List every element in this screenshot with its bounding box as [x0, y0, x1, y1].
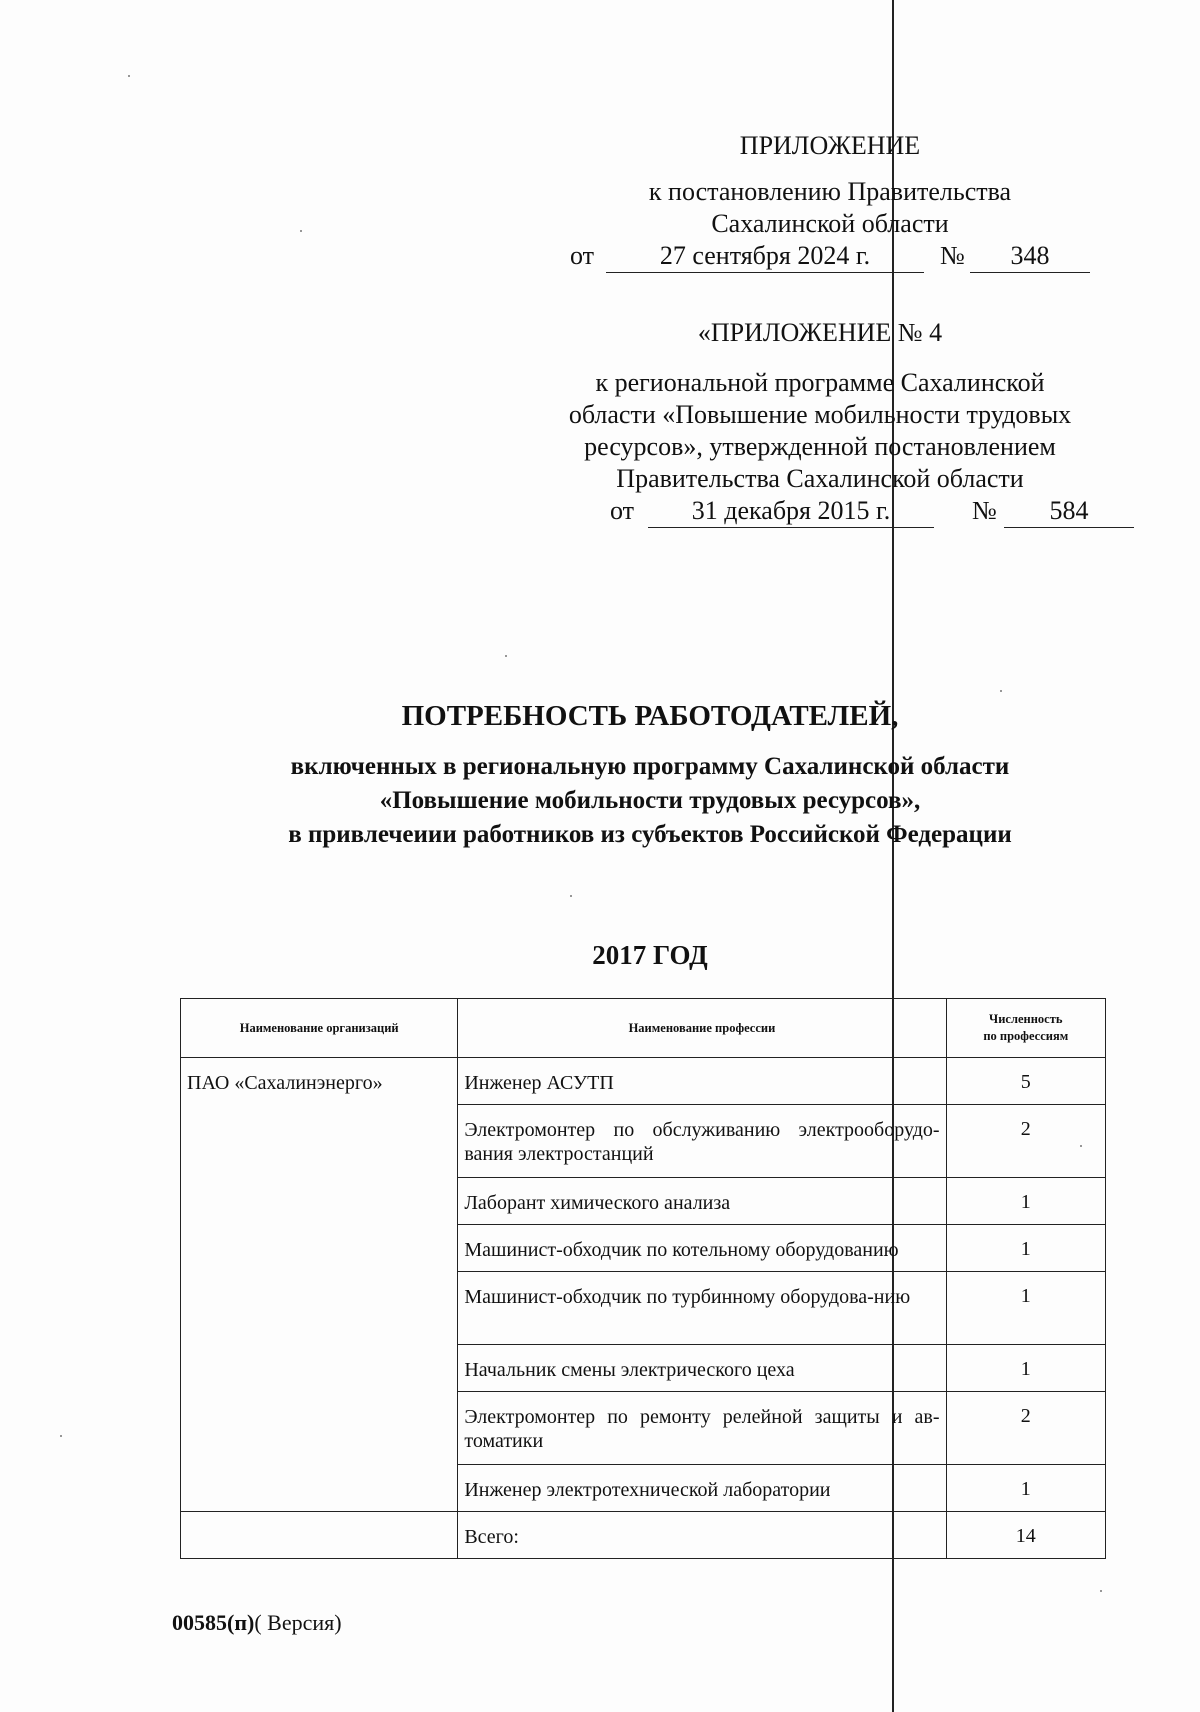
appendix-line-2: Сахалинской области — [711, 209, 949, 238]
program-header — [520, 317, 1120, 527]
profession-cell: Лаборант химического анализа — [458, 1178, 946, 1225]
profession-cell: Начальник смены электрического цеха — [458, 1345, 946, 1392]
count-cell: 1 — [946, 1465, 1105, 1512]
document-code-number: 00585(п) — [172, 1610, 255, 1635]
year-heading: 2017 ГОД — [592, 940, 708, 970]
program-line-3: ресурсов», утвержденной постановлением — [584, 432, 1056, 461]
scan-speck — [60, 1435, 62, 1437]
appendix-line-1: к постановлению Правительства — [648, 177, 1012, 206]
needs-table — [180, 998, 1106, 1559]
count-cell: 2 — [946, 1105, 1105, 1178]
document-subtitle — [180, 750, 1120, 852]
count-cell: 1 — [946, 1225, 1105, 1272]
from-label: от — [570, 241, 595, 270]
header-count-line-2: по профессиям — [983, 1029, 1069, 1043]
count-cell: 1 — [946, 1178, 1105, 1225]
subtitle-line-1: включенных в региональную программу Сахалинской области — [290, 753, 1010, 780]
from-label: от — [610, 496, 635, 525]
number-label: № — [972, 496, 997, 525]
appendix-title: ПРИЛОЖЕНИЕ — [739, 131, 921, 160]
scan-speck — [128, 75, 130, 77]
program-appendix-title: «ПРИЛОЖЕНИЕ № 4 — [697, 318, 943, 347]
scan-speck — [1100, 1590, 1102, 1592]
total-label: Всего: — [458, 1512, 946, 1559]
profession-cell: Машинист-обходчик по котельному оборудованию — [458, 1225, 946, 1272]
document-code — [172, 1610, 342, 1636]
table-header-row — [181, 999, 1106, 1058]
program-number: 584 — [1004, 495, 1134, 528]
profession-cell: Инженер электротехнической лаборатории — [458, 1465, 946, 1512]
program-date: 31 декабря 2015 г. — [648, 495, 934, 528]
header-profession: Наименование профессии — [458, 999, 946, 1058]
program-reference — [520, 495, 1120, 527]
profession-cell: Электромонтер по ремонту релейной защиты и ав-томатики — [458, 1392, 946, 1465]
total-count: 14 — [946, 1512, 1105, 1559]
appendix-date: 27 сентября 2024 г. — [606, 240, 924, 273]
number-label: № — [940, 241, 965, 270]
scan-speck — [300, 230, 302, 232]
subtitle-line-3: в привлечеиии работников из субъектов Российской Федерации — [288, 821, 1012, 848]
document-version: ( Версия) — [254, 1610, 342, 1635]
program-line-4: Правительства Сахалинской области — [616, 464, 1024, 493]
document-title: ПОТРЕБНОСТЬ РАБОТОДАТЕЛЕЙ, — [401, 700, 899, 732]
subtitle-line-2: «Повышение мобильности трудовых ресурсов», — [379, 787, 921, 814]
profession-cell: Машинист-обходчик по турбинному оборудова-нию — [458, 1272, 946, 1345]
appendix-number: 348 — [970, 240, 1090, 273]
appendix-reference — [540, 240, 1120, 272]
count-cell: 1 — [946, 1345, 1105, 1392]
organization-cell: ПАО «Сахалинэнерго» — [181, 1058, 458, 1512]
table-row — [181, 1058, 1106, 1105]
program-line-1: к региональной программе Сахалинской — [595, 368, 1045, 397]
count-cell: 2 — [946, 1392, 1105, 1465]
count-cell: 5 — [946, 1058, 1105, 1105]
scan-speck — [1000, 690, 1002, 692]
scan-speck — [570, 895, 572, 897]
header-count — [946, 999, 1105, 1058]
table-total-row — [181, 1512, 1106, 1559]
count-cell: 1 — [946, 1272, 1105, 1345]
scan-speck — [1080, 1145, 1082, 1147]
profession-cell: Инженер АСУТП — [458, 1058, 946, 1105]
scan-speck — [505, 655, 507, 657]
program-line-2: области «Повышение мобильности трудовых — [568, 400, 1072, 429]
appendix-header — [540, 130, 1120, 272]
header-organization: Наименование организаций — [181, 999, 458, 1058]
total-empty-cell — [181, 1512, 458, 1559]
header-count-line-1: Численность — [989, 1012, 1063, 1026]
profession-cell: Электромонтер по обслуживанию электрооборудо-вания электростанций — [458, 1105, 946, 1178]
